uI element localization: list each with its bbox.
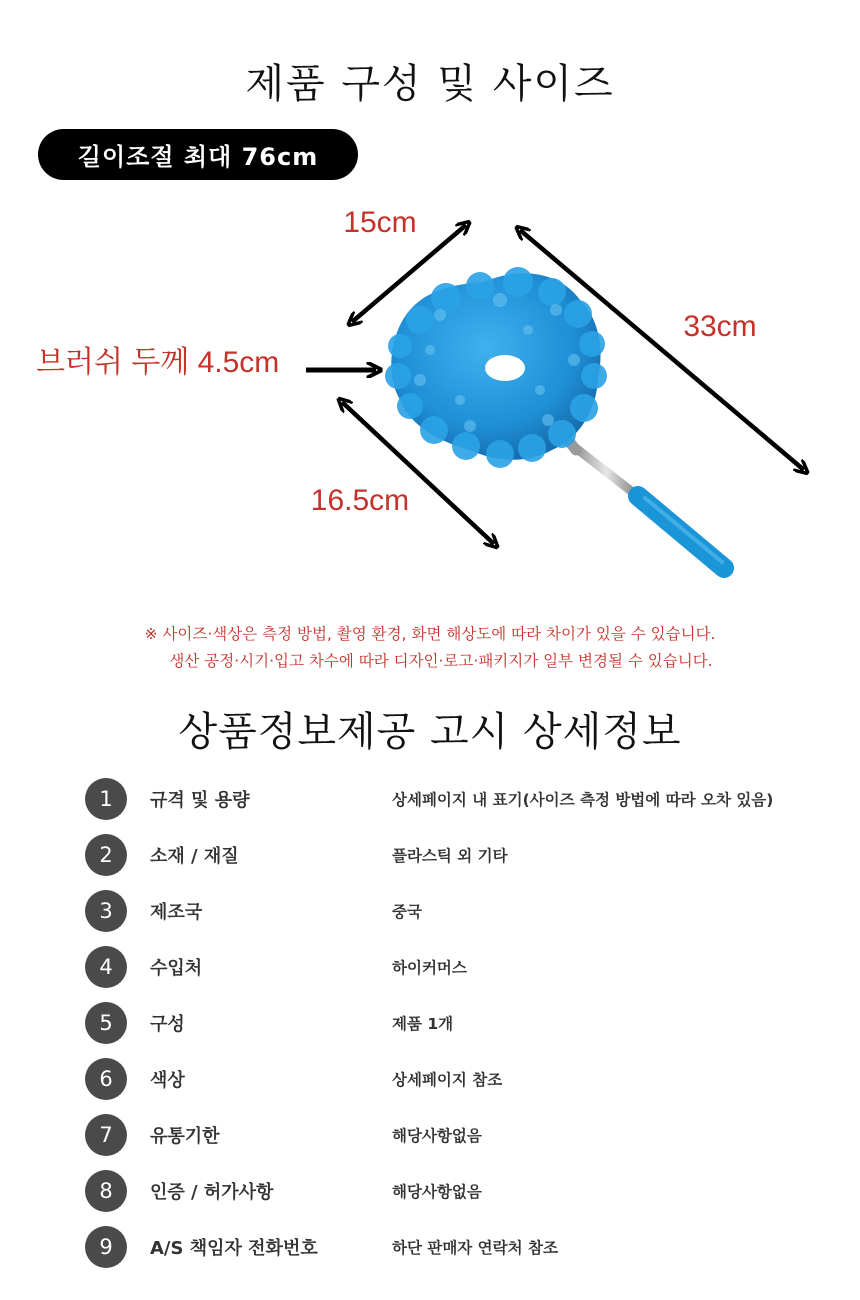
row-label: 인증 / 허가사항 bbox=[150, 1182, 274, 1203]
bottom-width-label: 16.5cm bbox=[310, 484, 410, 517]
product-size-diagram bbox=[0, 180, 860, 600]
row-number-badge: 2 bbox=[85, 834, 127, 876]
info-row bbox=[0, 882, 860, 938]
row-value: 제품 1개 bbox=[392, 1015, 454, 1033]
length-badge: 길이조절 최대 76cm bbox=[38, 129, 358, 180]
row-number-badge: 5 bbox=[85, 1002, 127, 1044]
thickness-label: 브러쉬 두께 4.5cm bbox=[36, 346, 280, 379]
info-row bbox=[0, 1050, 860, 1106]
info-row bbox=[0, 1162, 860, 1218]
row-value: 플라스틱 외 기타 bbox=[392, 847, 508, 865]
row-value: 상세페이지 참조 bbox=[392, 1071, 503, 1089]
duster-brush-head bbox=[385, 267, 607, 468]
row-label: A/S 책임자 전화번호 bbox=[150, 1238, 318, 1259]
row-value: 중국 bbox=[392, 903, 422, 921]
info-row bbox=[0, 770, 860, 826]
row-label: 소재 / 재질 bbox=[150, 846, 239, 867]
info-row bbox=[0, 938, 860, 994]
info-row bbox=[0, 994, 860, 1050]
row-label: 제조국 bbox=[150, 902, 203, 923]
row-number-badge: 8 bbox=[85, 1170, 127, 1212]
row-label: 규격 및 용량 bbox=[150, 790, 250, 811]
row-label: 색상 bbox=[150, 1070, 185, 1091]
row-number-badge: 7 bbox=[85, 1114, 127, 1156]
row-number-badge: 4 bbox=[85, 946, 127, 988]
row-number-badge: 3 bbox=[85, 890, 127, 932]
info-row bbox=[0, 1106, 860, 1162]
row-number-badge: 1 bbox=[85, 778, 127, 820]
row-label: 수입처 bbox=[150, 958, 203, 979]
info-row bbox=[0, 826, 860, 882]
row-value: 상세페이지 내 표기(사이즈 측정 방법에 따라 오차 있음) bbox=[392, 791, 774, 809]
row-label: 유통기한 bbox=[150, 1126, 220, 1147]
row-number-badge: 6 bbox=[85, 1058, 127, 1100]
row-value: 해당사항없음 bbox=[392, 1183, 482, 1201]
row-number-badge: 9 bbox=[85, 1226, 127, 1268]
info-row bbox=[0, 1218, 860, 1274]
row-value: 하이커머스 bbox=[392, 959, 467, 977]
row-label: 구성 bbox=[150, 1014, 185, 1035]
notice-line-2: 생산 공정·시기·입고 차수에 따라 디자인·로고·패키지가 일부 변경될 수 있습니다. bbox=[169, 652, 713, 670]
row-value: 하단 판매자 연락처 참조 bbox=[392, 1239, 558, 1257]
row-value: 해당사항없음 bbox=[392, 1127, 482, 1145]
size-section-title: 제품 구성 및 사이즈 bbox=[245, 61, 615, 107]
info-section-title: 상품정보제공 고시 상세정보 bbox=[178, 709, 682, 755]
duster-handle bbox=[560, 430, 724, 568]
top-width-label: 15cm bbox=[343, 206, 417, 239]
length-label: 33cm bbox=[683, 310, 757, 343]
notice-line-1: ※ 사이즈·색상은 측정 방법, 촬영 환경, 화면 해상도에 따라 차이가 있을 수 있습니다. bbox=[144, 625, 716, 643]
